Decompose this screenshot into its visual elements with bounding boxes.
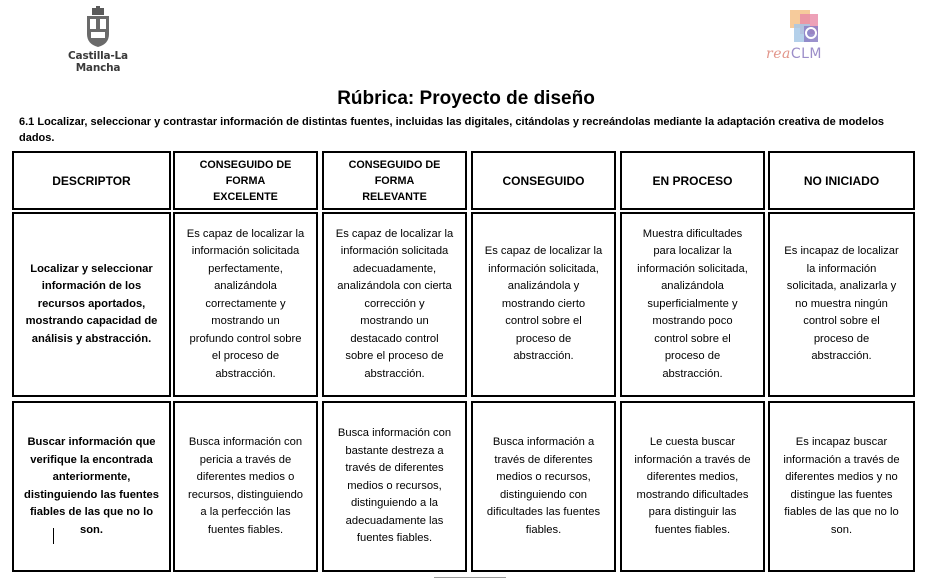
cell-line: información solicitada [191, 245, 300, 258]
cell-line: CONSEGUIDO [502, 173, 585, 188]
criterion-text: 6.1 Localizar, seleccionar y contrastar información de distintas fuentes, incluidas las digitales, citándolas y recreándolas mediante la adaptación creativa de modelos dados. [19, 116, 885, 144]
header-cell [322, 151, 467, 210]
cell-line: adecuadamente, [352, 262, 437, 275]
page-title: Rúbrica: Proyecto de diseño [337, 88, 595, 109]
cell-line: analizándola [214, 280, 277, 293]
criterion-cell [768, 401, 915, 572]
cell-line: adecuadamente las [345, 514, 444, 527]
cell-line: distinguiendo con [499, 488, 588, 501]
header-cell [768, 151, 915, 210]
cell-line: mostrando dificultades [636, 488, 749, 501]
cell-line: fuentes fiables. [654, 523, 731, 536]
cell-line: información solicitada, [637, 262, 748, 275]
cell-line: control sobre el [505, 315, 582, 328]
cell-line: distinguiendo las fuentes [24, 488, 159, 501]
text-cursor [53, 528, 54, 544]
cell-line: control sobre el [803, 315, 880, 328]
cell-line: distingue las fuentes [790, 488, 893, 501]
header-cell [471, 151, 616, 210]
cell-line: a la perfección las [200, 506, 291, 518]
cell-line: NO INICIADO [803, 173, 880, 188]
cell-line: fiables de las que no lo [784, 506, 899, 518]
cell-line: proceso de [813, 332, 870, 345]
cell-line: analizándola [661, 280, 724, 293]
cell-line: dificultades las fuentes [486, 506, 601, 518]
criterion-cell [620, 401, 765, 572]
cell-line: EN PROCESO [652, 173, 733, 188]
cell-line: DESCRIPTOR [52, 173, 131, 188]
cell-line: recursos, distinguiendo [187, 488, 304, 501]
cell-line: Muestra dificultades [642, 227, 743, 240]
cell-line: información de los [41, 280, 142, 293]
cell-line: abstracción. [662, 367, 723, 380]
cell-line: medios o recursos, [496, 471, 591, 483]
cell-line: Es incapaz de localizar [784, 245, 899, 258]
cell-line: recursos aportados, [37, 297, 146, 310]
criterion-cell [471, 401, 616, 572]
cell-line: abstracción. [811, 350, 872, 363]
cell-line: bastante destreza a [345, 444, 444, 457]
cell-line: distinguiendo a la [350, 497, 439, 510]
cell-line: Busca información a [492, 436, 595, 448]
descriptor-cell [12, 401, 171, 572]
cell-line: fuentes fiables. [207, 523, 284, 536]
criterion-cell [322, 401, 467, 572]
cell-line: el proceso de [211, 350, 280, 363]
cell-line: través de diferentes [494, 453, 593, 466]
cell-line: FORMA [374, 174, 415, 187]
reaclm-logo [764, 6, 844, 66]
cell-line: analizándola con cierta [337, 280, 452, 293]
cell-line: RELEVANTE [362, 190, 427, 203]
cell-line: FORMA [225, 174, 266, 187]
cell-line: la información [806, 262, 877, 275]
cell-line: Busca información con [337, 427, 452, 440]
cell-line: son. [830, 523, 853, 536]
cell-line: través de diferentes [345, 462, 444, 475]
cell-line: abstracción. [364, 367, 425, 380]
cell-line: Es incapaz buscar [795, 436, 888, 448]
cell-line: corrección y [364, 297, 425, 310]
cell-line: EXCELENTE [213, 190, 278, 203]
cell-line: no muestra ningún [795, 297, 888, 310]
cell-line: diferentes medios o [196, 471, 295, 483]
cell-line: proceso de [664, 350, 721, 363]
cell-line: sobre el proceso de [345, 350, 444, 363]
cell-line: para distinguir las [648, 506, 737, 518]
cell-line: fiables de las que no lo [29, 506, 154, 518]
cell-line: mostrando capacidad de [25, 315, 158, 328]
cell-line: Es capaz de localizar la [335, 227, 454, 240]
cell-line: verifique la encontrada [30, 453, 153, 466]
cell-line: profundo control sobre [189, 332, 302, 345]
cell-line: mostrando poco [652, 315, 733, 328]
cell-line: Busca información con [188, 436, 303, 448]
cell-line: perfectamente, [208, 262, 283, 275]
cell-line: información a través de [634, 453, 751, 466]
cell-line: Localizar y seleccionar [30, 262, 153, 275]
cell-line: mostrando un [211, 315, 280, 328]
cell-line: Es capaz de localizar la [186, 227, 305, 240]
cell-line: medios o recursos, [347, 479, 442, 492]
cell-line: superficialmente y [647, 297, 738, 310]
cell-line: anteriormente, [52, 471, 131, 483]
reaclm-logo-icon [786, 8, 826, 48]
criterion-cell [173, 401, 318, 572]
cell-line: destacado control [350, 332, 439, 345]
cell-line: diferentes medios, [646, 471, 739, 483]
logo-right-text: reaCLM [766, 46, 822, 62]
cell-line: correctamente y [205, 297, 286, 310]
cell-line: mostrando cierto [501, 297, 586, 310]
cell-line: fuentes fiables. [356, 532, 433, 545]
cell-line: proceso de [515, 332, 572, 345]
cell-line: son. [79, 523, 103, 536]
criterion-cell [471, 212, 616, 397]
criterion-cell [322, 212, 467, 397]
header-cell [12, 151, 171, 210]
header-cell [620, 151, 765, 210]
page-divider [434, 577, 506, 578]
header-cell [173, 151, 318, 210]
cell-line: fiables. [525, 523, 562, 536]
cell-line: abstracción. [215, 367, 276, 380]
cell-line: diferentes medios y no [785, 471, 898, 483]
cell-line: información solicitada, [488, 262, 599, 275]
cell-line: CONSEGUIDO DE [348, 158, 441, 171]
cell-line: Es capaz de localizar la [484, 245, 603, 258]
descriptor-cell [12, 212, 171, 397]
coat-of-arms-icon [83, 6, 113, 48]
cell-line: solicitada, analizarla y [786, 280, 897, 293]
castilla-la-mancha-logo [48, 6, 148, 74]
cell-line: Le cuesta buscar [649, 436, 736, 448]
cell-line: información a través de [783, 453, 900, 466]
cell-line: análisis y abstracción. [31, 332, 152, 345]
cell-line: Buscar información que [27, 436, 156, 448]
criterion-cell [620, 212, 765, 397]
cell-line: pericia a través de [199, 453, 292, 466]
cell-line: abstracción. [513, 350, 574, 363]
cell-line: analizándola y [507, 280, 580, 293]
criterion-cell [768, 212, 915, 397]
logo-left-text: Castilla-La Mancha [68, 50, 128, 74]
cell-line: mostrando un [360, 315, 429, 328]
cell-line: para localizar la [653, 245, 732, 258]
cell-line: información solicitada [340, 245, 449, 258]
criterion-cell [173, 212, 318, 397]
cell-line: CONSEGUIDO DE [199, 158, 292, 171]
cell-line: control sobre el [654, 332, 731, 345]
